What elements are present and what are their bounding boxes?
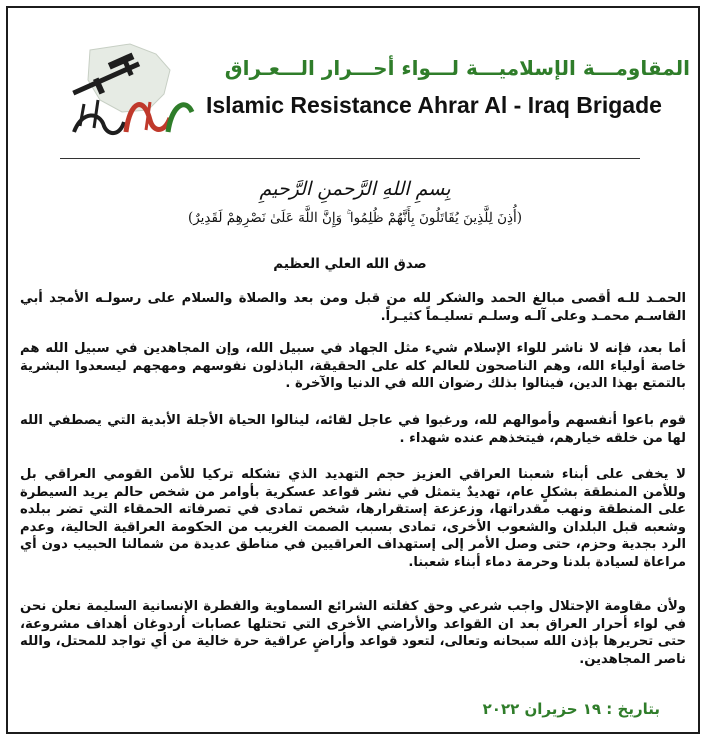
paragraph: لا يخفى على أبناء شعبنا العراقي العزيز حجم التهديد الذي تشكله تركيا للأمن القومي العراقي بل وللأمن المنطقة بشكلٍ عام، تهديدٌ يتمثل في نشر قواعد عسكرية بأوامر من شخص حالم يريد السيطرة على المنطقة ونهب مقدراتها، وزعزعة إستقرارها، شخص تمادى في تصرفاته الحمقاء التي تضر ببلده وشعبه قبل البلدان والشعوب الأخرى، تمادى بسبب الصمت الغريب من الحكومة العراقية الحالية، وعدم الرد بجدية وحزم، حتى وصل الأمر إلى إستهداف العراقيين في مناطق عديدة من شمالنا الحبيب دون أي مراعاة لسيادة بلدنا وحرمة دماء أبناء شعبنا. xyxy=(20,467,686,570)
brigade-logo xyxy=(60,40,200,140)
header-divider xyxy=(60,158,640,159)
paragraph: ولأن مقاومة الإحتلال واجب شرعي وحق كفلته الشرائع السماوية والفطرة الإنسانية السليمة نعلن نحن في لواء أحرار العراق بعد ان القواعد والأراضي الأخرى التي تحتلها عصابات أردوغان أهداف مشروعة، حتى تحريرها بإذن الله سبحانه وتعالى، لتعود قواعد وأراضٍ عراقية حرة خالية من أي تواجد للمحتل، والله ناصر المجاهدين. xyxy=(20,599,686,667)
org-name-arabic: المقاومـــة الإسلاميـــة لـــواء أحـــرار الـــعـراق xyxy=(224,56,690,80)
quran-verse: (أُذِنَ لِلَّذِينَ يُقَاتَلُونَ بِأَنَّهُمْ ظُلِمُوا ۚ وَإِنَّ اللَّهَ عَلَىٰ نَصْرِهِمْ لَقَدِيرٌ) xyxy=(187,210,523,226)
paragraph: قوم باعوا أنفسهم وأموالهم لله، ورغبوا في عاجل لقائه، لينالوا الحياة الأجلة الأبدية التي يصطفي الله لها من خلقه خيارهم، فيتخذهم عنده شهداء . xyxy=(20,413,686,446)
statement-date: بتاريخ : ١٩ حزيران ٢٠٢٢ xyxy=(482,700,660,718)
paragraph: الحمـد للـه أقصى مبالغ الحمد والشكر لله من قبل ومن بعد والصلاة والسلام على رسولـه الأمجد أبي القاسـم محمـد وعلى آلـه وسلـم تسليـماً كثيـراً. xyxy=(20,291,686,324)
paragraph: أما بعد، فإنه لا ناشر للواء الإسلام شيء مثل الجهاد في سبيل الله، وإن المجاهدين في سبيل الله هم خاصة أولياء الله، وهم الناصحون للعالم كله على الحقيقة، الباذلون نفوسهم ومهجهم ليسعدوا البشرية بالتمتع بهذا الدين، فينالوا بذلك رضوان الله في الدنيا والآخرة . xyxy=(20,341,686,392)
basmala: بِسمِ اللهِ الرَّحمنِ الرَّحيمِ xyxy=(259,178,451,200)
org-name-english: Islamic Resistance Ahrar Al - Iraq Brigade xyxy=(206,92,662,118)
sadaq-line: صدق الله العلي العظيم xyxy=(273,256,427,272)
